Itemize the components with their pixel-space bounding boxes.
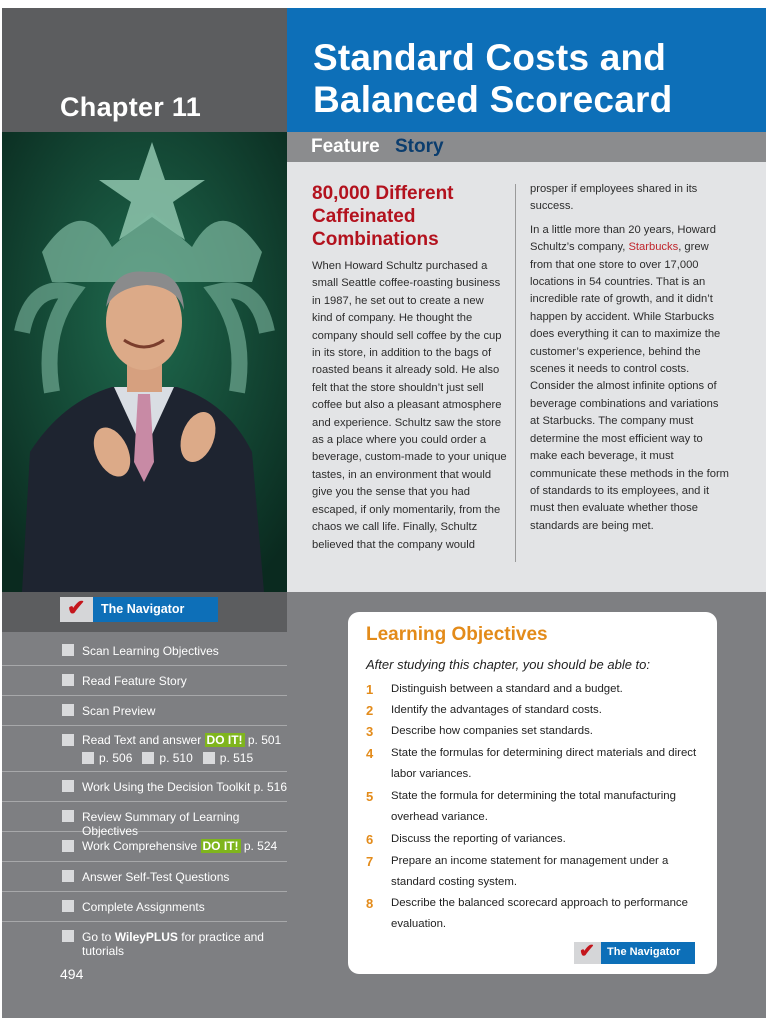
checkbox-icon[interactable]: [62, 644, 74, 656]
navigator-checklist: [2, 636, 287, 958]
objective-text: Identify the advantages of standard costs.: [391, 704, 602, 716]
column-divider: [515, 184, 516, 562]
story-word: Story: [395, 136, 444, 157]
checkmark-icon: ✔: [67, 595, 86, 620]
story-text: In a little more than 20 years, Howard Schultz’s company,: [530, 223, 716, 254]
checklist-item: [2, 636, 287, 666]
navigator-check-box: [574, 942, 601, 964]
checklist-item: [2, 922, 287, 958]
objective-number: 8: [366, 896, 374, 911]
checkbox-icon[interactable]: [203, 752, 215, 764]
checkbox-icon[interactable]: [142, 752, 154, 764]
checklist-item: [2, 726, 287, 772]
photo-illustration: [2, 132, 287, 592]
label-text: Go to: [82, 930, 115, 944]
story-column-1: [312, 258, 507, 560]
story-paragraph: prosper if employees shared in its success.: [530, 183, 698, 213]
checklist-item: [2, 892, 287, 922]
label-text: p. 501: [244, 733, 282, 747]
checkbox-icon[interactable]: [62, 810, 74, 822]
objective-number: 4: [366, 746, 374, 761]
learning-objectives-title: Learning Objectives: [366, 624, 548, 645]
checklist-label: [82, 733, 281, 747]
page-ref: p. 515: [219, 751, 254, 765]
checkbox-icon[interactable]: [62, 704, 74, 716]
label-text: Read Text and answer: [82, 733, 205, 747]
starbucks-link-text: Starbucks: [628, 241, 679, 254]
page-ref: p. 510: [159, 751, 193, 765]
feature-story-header: [287, 132, 766, 162]
checkbox-icon[interactable]: [62, 930, 74, 942]
navigator-header: [2, 592, 287, 632]
checklist-item: [2, 772, 287, 802]
checkbox-icon[interactable]: [62, 840, 74, 852]
objective-text: Describe the balanced scorecard approach to performance evaluation.: [391, 897, 688, 930]
chapter-title-line-2: Balanced Scorecard: [313, 79, 673, 120]
navigator-badge-small: [574, 942, 695, 964]
label-text: p. 524: [240, 839, 278, 853]
objective-number: 5: [366, 789, 374, 804]
objective-text: State the formulas for determining direct materials and direct labor variances.: [391, 747, 697, 780]
checklist-item: [2, 832, 287, 862]
checkbox-icon[interactable]: [62, 870, 74, 882]
checklist-item: [2, 862, 287, 892]
navigator-title: The Navigator: [101, 602, 185, 616]
objective-text: Discuss the reporting of variances.: [391, 833, 566, 845]
story-paragraph: [530, 222, 730, 535]
story-column-2: [530, 181, 730, 541]
navigator-check-box: [60, 597, 93, 622]
feature-story-panel: [287, 162, 766, 592]
objective-text: Prepare an income statement for management under a standard costing system.: [391, 855, 669, 888]
objective-number: 2: [366, 703, 374, 718]
chapter-band: [2, 8, 287, 132]
learning-objectives-intro: After studying this chapter, you should be able to:: [366, 657, 651, 672]
checklist-label: Scan Learning Objectives: [82, 644, 219, 658]
objective-text: Distinguish between a standard and a budget.: [391, 683, 623, 695]
checkbox-icon[interactable]: [62, 734, 74, 746]
objective-number: 1: [366, 682, 374, 697]
objective-text: Describe how companies set standards.: [391, 725, 593, 737]
objective-text: State the formula for determining the total manufacturing overhead variance.: [391, 790, 676, 823]
story-headline: 80,000 Different Caffeinated Combinations: [312, 183, 454, 250]
checklist-label: Review Summary of Learning Objectives: [82, 810, 240, 838]
objective-number: 6: [366, 832, 374, 847]
feature-photo: [2, 132, 287, 592]
checklist-label: Read Feature Story: [82, 674, 187, 688]
objective-number: 3: [366, 724, 374, 739]
title-band: [287, 8, 766, 132]
checklist-label: Work Using the Decision Toolkit p. 516: [82, 780, 287, 794]
chapter-title-line-1: Standard Costs and: [313, 37, 667, 78]
page-number: 494: [60, 966, 84, 982]
page-ref: p. 506: [99, 751, 133, 765]
learning-objectives-card: [348, 612, 717, 974]
checkbox-icon[interactable]: [82, 752, 94, 764]
checklist-item: [2, 666, 287, 696]
label-text: for practice and tutorials: [82, 930, 264, 958]
story-text: , grew from that one store to over 17,000 locations in 54 countries. That is an incredible rate of growth, and it didn’t happen by accident. While Starbucks does everything it can to maximize the customer’s experience, behind the scenes it needs to control costs. Consider the almost infinite options of beverage combinations and variations at Starbucks. The company must determine the most efficient way to make each beverage, it must communicate these methods in the form of standards to its employees, and it must then evaluate whether those standards are being met.: [530, 241, 729, 532]
checklist-label: Complete Assignments: [82, 900, 205, 914]
chapter-label: Chapter 11: [60, 92, 202, 122]
checkbox-icon[interactable]: [62, 900, 74, 912]
story-paragraph: When Howard Schultz purchased a small Seattle coffee-roasting business in 1987, he set out to create a new kind of company. He thought the company should sell coffee by the cup in its store, in addition to the bags of roasted beans it already sold. He also felt that the store shouldn’t just sell coffee but also a pleasant atmosphere and experience. Schultz saw the store as a place where you could order a beverage, custom-made to your unique tastes, in an environment that would give you the sense that you had escaped, if only momentarily, from the chaos we call life. Finally, Schultz believed that the company would: [312, 260, 507, 551]
checkbox-icon[interactable]: [62, 674, 74, 686]
checklist-item: [2, 802, 287, 838]
checkbox-icon[interactable]: [62, 780, 74, 792]
doit-badge: DO IT!: [202, 839, 239, 853]
checklist-label: Answer Self-Test Questions: [82, 870, 230, 884]
feature-word: Feature: [311, 136, 380, 157]
doit-badge: DO IT!: [206, 733, 243, 747]
objective-number: 7: [366, 854, 374, 869]
checklist-label: [82, 930, 287, 958]
checklist-label: [82, 839, 277, 853]
label-text: Work Comprehensive: [82, 839, 201, 853]
navigator-badge: [60, 597, 218, 622]
checklist-label: Scan Preview: [82, 704, 156, 718]
wileyplus-brand[interactable]: WileyPLUS: [114, 930, 178, 944]
checkmark-icon: ✔: [579, 941, 595, 962]
checklist-item: [2, 696, 287, 726]
checklist-subitems: [82, 751, 253, 765]
navigator-label: The Navigator: [607, 946, 681, 958]
